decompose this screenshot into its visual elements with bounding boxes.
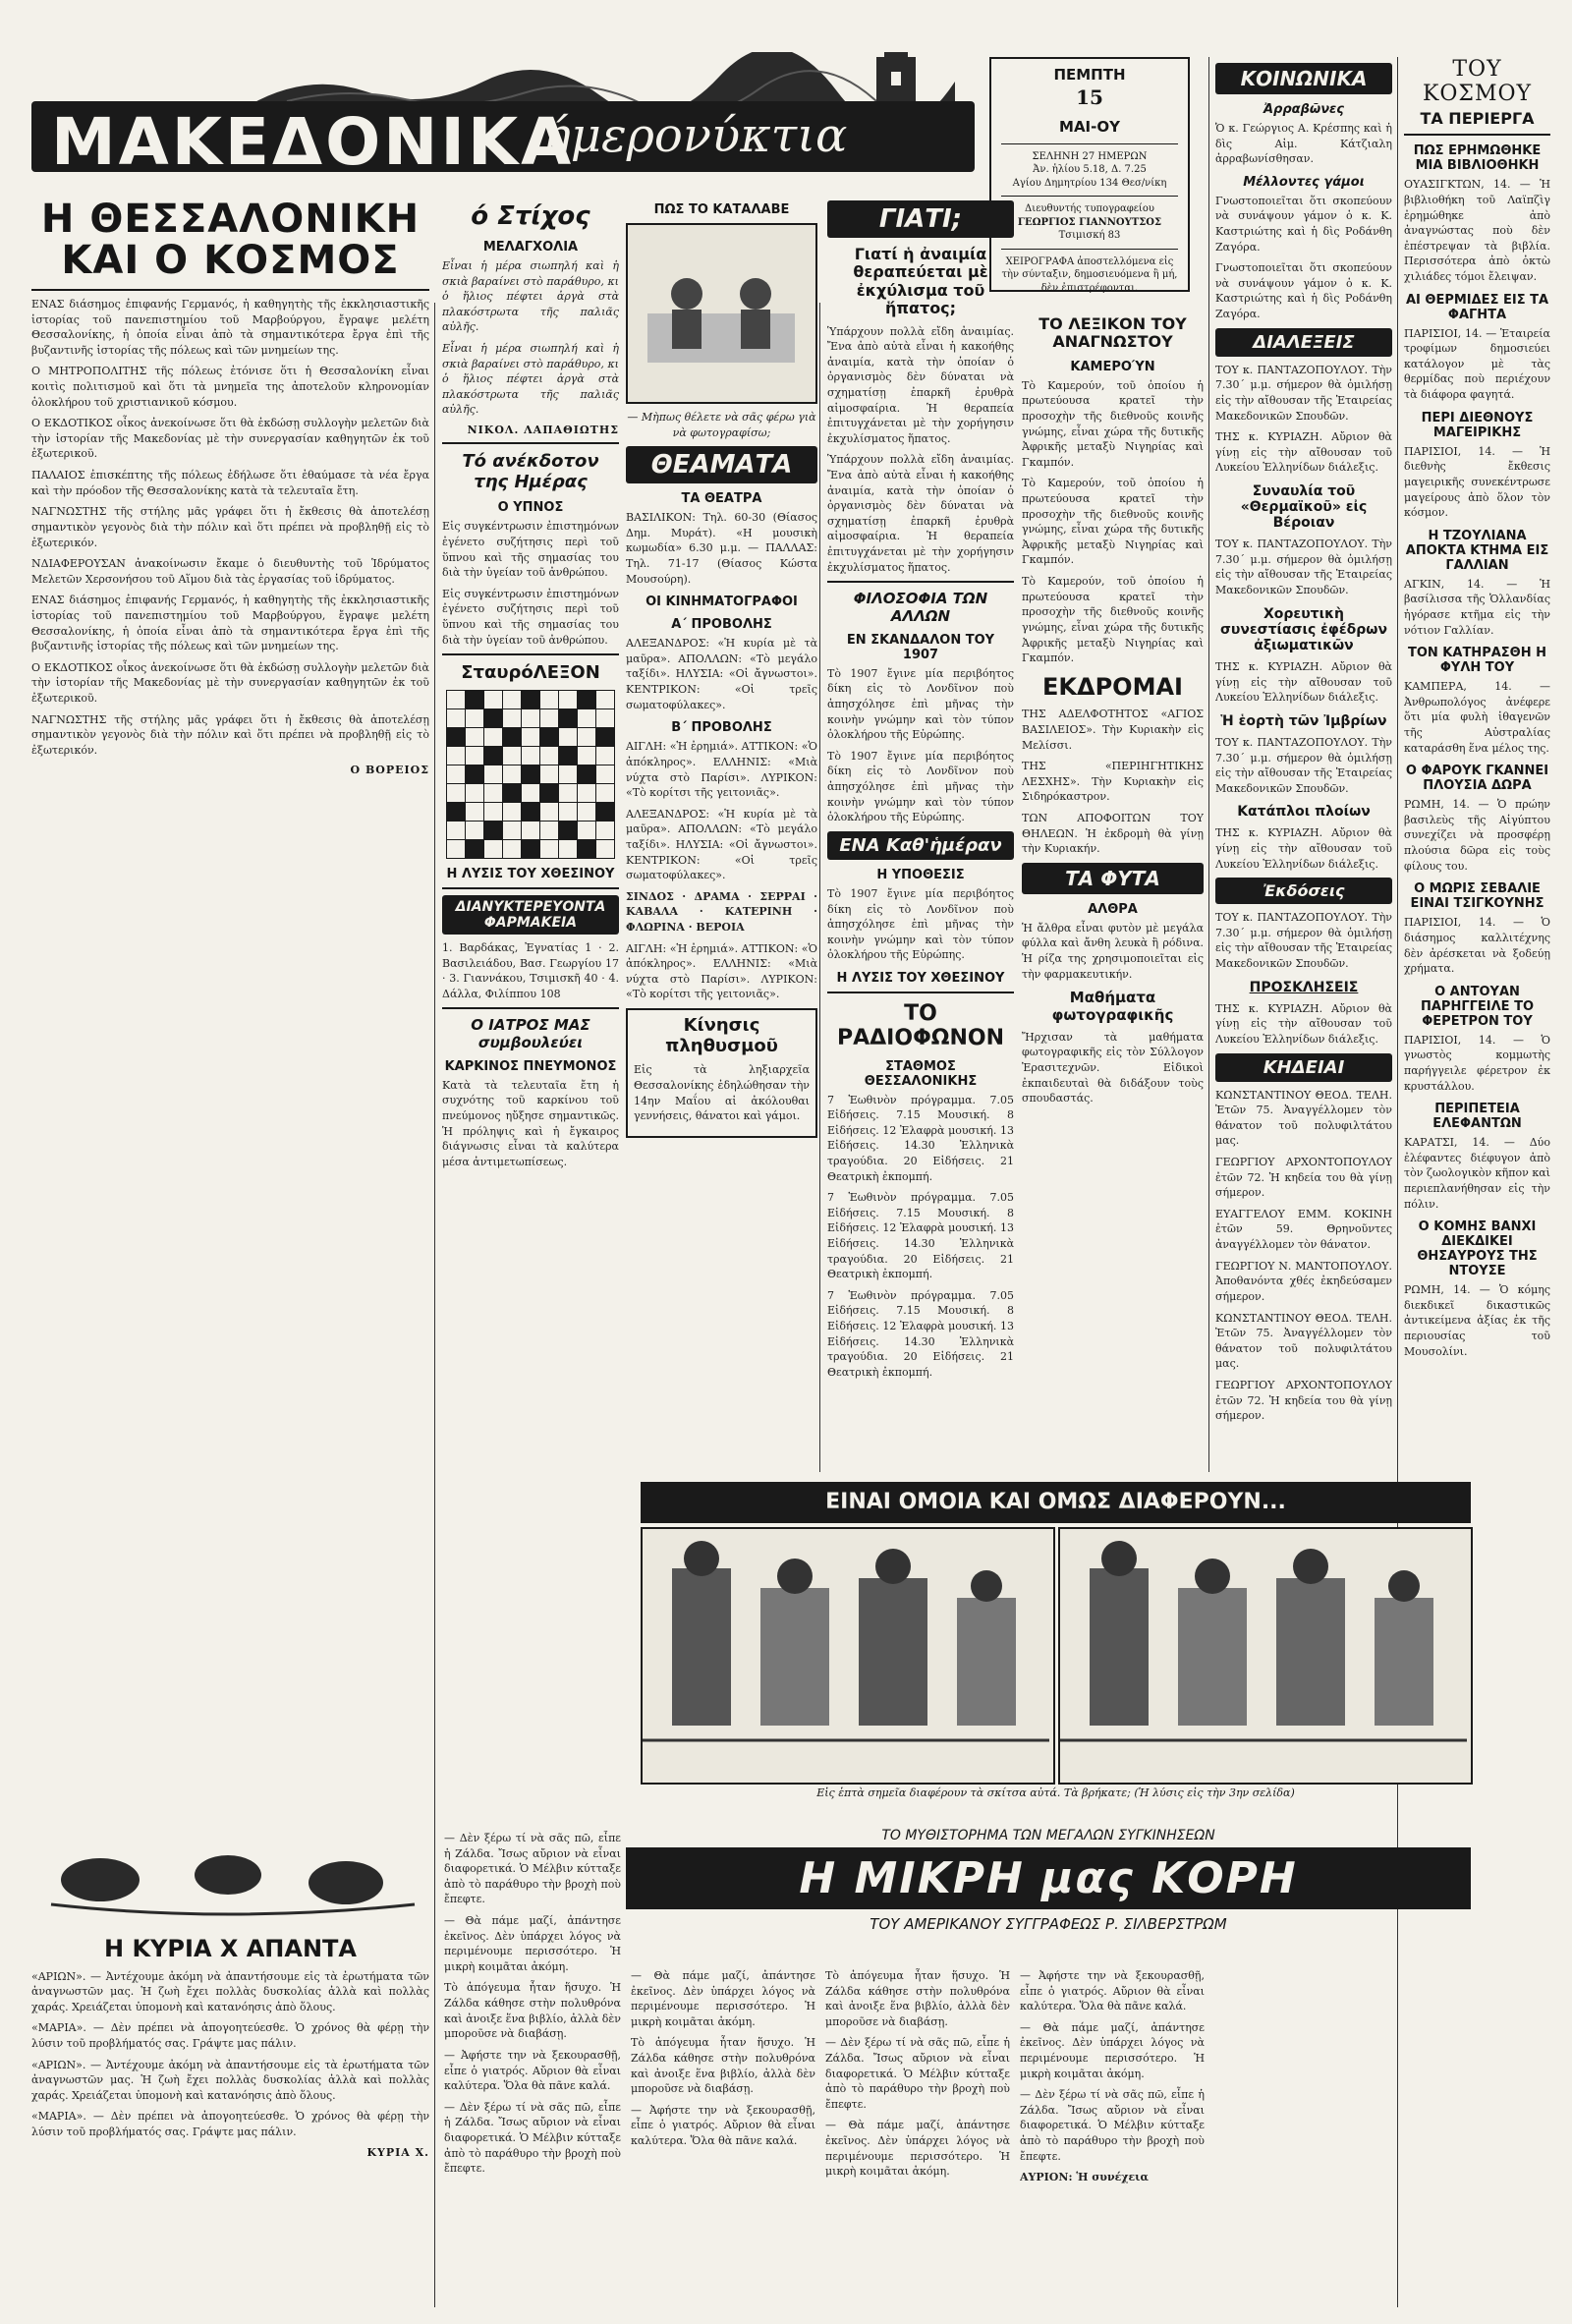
lexicon-title: ΤΟ ΛΕΞΙΚΟΝ ΤΟΥ ΑΝΑΓΝΩΣΤΟΥ xyxy=(1039,314,1187,352)
novel-title: Η ΜΙΚΡΗ μας ΚΟΡΗ xyxy=(626,1847,1471,1909)
cinemas-list-2: ΑΙΓΛΗ: «Ἡ ἐρημιά». ΑΤΤΙΚΟΝ: «Ὁ ἀπόκληρος». ΕΛΛΗΝΙΣ: «Μιὰ νύχτα στὸ Παρίσι». ΛΥΡΙΚΟΝ: «Τὸ κορίτσι τῆς γειτονιᾶς». xyxy=(626,740,817,800)
doctor-text: Κατὰ τὰ τελευταῖα ἔτη ἡ συχνότης τοῦ καρκίνου τοῦ πνεύμονος ηὔξησε σημαντικῶς. Ἡ πρόληψις καὶ ἡ ἔγκαιρος διάγνωσις εἶναι τὰ καλύτερα μέσα ἀντιμετωπίσεως. xyxy=(442,1078,619,1168)
tafyta-text: Ἡ ἄλθρα εἶναι φυτὸν μὲ μεγάλα φύλλα καὶ ἄνθη λευκὰ ἢ ρόδινα. Ἡ ρίζα της χρησιμοποιεῖται εἰς τὴν φαρμακευτικήν. xyxy=(1022,921,1204,981)
gamoi-text: Γνωστοποιεῖται ὅτι σκοπεύουν νὰ συνάψουν γάμον ὁ κ. Κ. Καστριώτης καὶ ἡ δὶς Ροδάνθη Ζαγόρα. xyxy=(1215,194,1392,254)
story-text: ΑΓΚΙΝ, 14. — Ἡ βασίλισσα τῆς Ὁλλανδίας ἠγόρασε κτῆμα εἰς τὴν νότιον Γαλλίαν. xyxy=(1404,577,1550,637)
ekdoseis-title: Ἐκδόσεις xyxy=(1215,878,1392,904)
paragraph: «ΑΡΙΩΝ». — Ἀντέχουμε ἀκόμη νὰ ἀπαντήσουμε εἰς τὰ ἐρωτήματα τῶν ἀναγνωστῶν μας. Ἡ ζωὴ ἔχει πολλὰς δυσκολίας ἀλλὰ καὶ πολλὰς χαράς. Χρειάζεται ὑπομονὴ καὶ κατανόησις ἀπὸ ὅλους. xyxy=(31,2058,429,2102)
cartoon-caption: — Μὴπως θέλετε νὰ σᾶς φέρω γιὰ νὰ φωτογραφίσω; xyxy=(627,411,816,439)
poem-title: ΜΕΛΑΓΧΟΛΙΑ xyxy=(482,239,579,255)
kosmou-subtitle: ΤΑ ΠΕΡΙΕΡΓΑ xyxy=(1420,109,1535,128)
kosmou-title: ΤΟΥ ΚΟΣΜΟΥ xyxy=(1422,57,1533,106)
kideiai-text: ΓΕΩΡΓΙΟΥ Ν. ΜΑΝΤΟΠΟΥΛΟΥ. Ἀποθανόντα χθές ἐκηδεύσαμεν σήμερον. xyxy=(1215,1259,1392,1303)
regions-list: ΣΙΝΔΟΣ · ΔΡΑΜΑ · ΣΕΡΡΑΙ · ΚΑΒΑΛΑ · ΚΑΤΕΡΙΝΗ · ΦΛΩΡΙΝΑ · ΒΕΡΟΙΑ xyxy=(626,889,817,935)
imvrou-head: Ἡ ἑορτὴ τῶν Ἰμβρίων xyxy=(1220,712,1387,729)
movement-text: Εἰς τὰ ληξιαρχεῖα Θεσσαλονίκης ἐδηλώθησαν τὴν 14ην Μαΐου αἱ ἀκόλουθαι γεννήσεις, θάνατοι καὶ γάμοι. xyxy=(634,1063,810,1123)
cartoon-title: ΠΩΣ ΤΟ ΚΑΤΑΛΑΒΕ xyxy=(653,202,790,217)
byline-voreios: Ο ΒΟΡΕΙΟΣ xyxy=(350,764,429,777)
novel-text: Τὸ ἀπόγευμα ἦταν ἥσυχο. Ἡ Ζάλδα κάθησε στὴν πολυθρόνα καὶ ἀνοιξε ἕνα βιβλίο, ἀλλὰ δὲν μποροῦσε νὰ διαβάσῃ. xyxy=(631,2036,815,2096)
novel-text: — Δὲν ξέρω τί νὰ σᾶς πῶ, εἶπε ἡ Ζάλδα. Ἴσως αὔριον νὰ εἶναι διαφορετικά. Ὁ Μέλβιν κύτταξε ἀπὸ τὸ παράθυρο τὴν βροχὴ ποὺ ἔπεφτε. xyxy=(1020,2088,1205,2163)
moon-info: ΣΕΛΗΝΗ 27 ΗΜΕΡΩΝ xyxy=(1032,150,1148,162)
novel-text: Τὸ ἀπόγευμα ἦταν ἥσυχο. Ἡ Ζάλδα κάθησε στὴν πολυθρόνα καὶ ἀνοιξε ἕνα βιβλίο, ἀλλὰ δὲν μποροῦσε νὰ διαβάσῃ. xyxy=(444,1981,621,2041)
dialexeis-text: ΤΗΣ κ. ΚΥΡΙΑΖΗ. Αὔριον θὰ γίνῃ εἰς τὴν αἴθουσαν τοῦ Λυκείου Ἑλληνίδων διάλεξις. xyxy=(1215,430,1392,475)
novel-text: — Θὰ πάμε μαζί, ἀπάντησε ἐκεῖνος. Δὲν ὑπάρχει λόγος νὰ περιμένουμε περισσότερο. Ἡ μικρὴ κοιμᾶται ἀκόμη. xyxy=(444,1914,621,1973)
doctor-title: Ο ΙΑΤΡΟΣ ΜΑΣ συμβουλεύει xyxy=(471,1016,590,1051)
ekdromai-text: ΤΩΝ ΑΠΟΦΟΙΤΩΝ ΤΟΥ ΘΗΛΕΩΝ. Ἡ ἐκδρομὴ θὰ γίνῃ τὴν Κυριακήν. xyxy=(1022,812,1204,856)
compare-caption: Εἰς ἑπτὰ σημεῖα διαφέρουν τὰ σκίτσα αὐτά. Τὰ βρήκατε; (Ἡ λύσις εἰς τὴν 3ην σελίδα) xyxy=(816,1786,1295,1799)
story-text: ΟΥΑΣΙΓΚΤΩΝ, 14. — Ἡ βιβλιοθήκη τοῦ Λαϊπζὶγ ἐρημώθηκε ἀπὸ ἀναγνώστας ποὺ δὲν ἐπέστρεψαν τὰ βιβλία. Περισσότερα ἀπὸ ὀκτὼ χιλιάδες τόμοι ἔλειψαν. xyxy=(1404,178,1550,284)
novel-column-1 xyxy=(444,1831,621,2293)
dialexeis-text: ΤΗΣ κ. ΚΥΡΙΑΖΗ. Αὔριον θὰ γίνῃ εἰς τὴν αἴθουσαν τοῦ Λυκείου Ἑλληνίδων διάλεξις. xyxy=(1215,1001,1392,1046)
paragraph: ΕΝΑΣ διάσημος ἐπιφανής Γερμανός, ἡ καθηγητὴς τῆς ἐκκλησιαστικῆς ἱστορίας τοῦ πανεπιστημίου τοῦ Μαρβούργου, ἔγραψε μελέτη Θεσσαλονίκης, ἡ ὁποία εἶναι ἀπὸ τὰ σημαντικότερα ἔργα ἐπὶ τῆς βυζαντινῆς ἱστορίας τῆς πόλεως καὶ τῶν μνημείων της. xyxy=(31,594,429,653)
dialexeis-text: ΤΟΥ κ. ΠΑΝΤΑΖΟΠΟΥΛΟΥ. Τὴν 7.30΄ μ.μ. σήμερον θὰ ὁμιλήσῃ εἰς τὴν αἴθουσαν τῆς Ἑταιρείας Μακεδονικῶν Σπουδῶν. xyxy=(1215,911,1392,971)
giati-title: ΓΙΑΤΙ; xyxy=(827,200,1014,238)
story-text: ΠΑΡΙΣΙΟΙ, 14. — Ὁ διάσημος καλλιτέχνης δὲν ἀρέσκεται νὰ ξοδεύῃ χρήματα. xyxy=(1404,916,1550,976)
novel-text: — Ἀφήστε την νὰ ξεκουρασθῇ, εἶπε ὁ γιατρός. Αὔριον θὰ εἶναι καλύτερα. Ὅλα θὰ πᾶνε καλά. xyxy=(1020,1969,1205,2013)
movement-title: Κίνησις πληθυσμοῦ xyxy=(665,1015,778,1056)
giati-text: Ὑπάρχουν πολλὰ εἴδη ἀναιμίας. Ἔνα ἀπὸ αὐτὰ εἶναι ἡ κακοήθης ἀναιμία, κατὰ τὴν ὁποίαν ὁ ὀργανισμὸς δὲν δύναται νὰ σχηματίσῃ ἐπαρκῆ ἐρυθρὰ αἱμοσφαίρια. Ἡ θεραπεία ἐπιτυγχάνεται μὲ τὴν χορήγησιν ἐκχυλίσματος ἥπατος. xyxy=(827,324,1014,445)
radio-sub: ΣΤΑΘΜΟΣ ΘΕΣΣΑΛΟΝΙΚΗΣ xyxy=(864,1058,978,1089)
kyria-x-title: Η ΚΥΡΙΑ Χ ΑΠΑΝΤΑ xyxy=(104,1935,357,1962)
paragraph: «ΜΑΡΙΑ». — Δὲν πρέπει νὰ ἀπογοητεύεσθε. Ὁ χρόνος θὰ φέρῃ τὴν λύσιν τοῦ προβλήματός σας. Γράψτε μας πάλιν. xyxy=(31,2021,429,2051)
novel-column-2 xyxy=(631,1968,815,2307)
date-number: 15 xyxy=(1076,85,1103,110)
paragraph: ΠΑΛΑΙΟΣ ἐπισκέπτης τῆς πόλεως ἐδήλωσε ὅτι ἐθαύμασε τὰ νέα ἔργα καὶ τὴν πρόοδον τῆς Θεσσαλονίκης κατὰ τὰ τελευταῖα ἔτη. xyxy=(31,469,429,497)
compare-panel-right xyxy=(1058,1527,1473,1785)
proskliseis-title: ΠΡΟΣΚΛΗΣΕΙΣ xyxy=(1249,979,1359,995)
novel-author: ΤΟΥ ΑΜΕΡΙΚΑΝΟΥ ΣΥΓΓΡΑΦΕΩΣ Ρ. ΣΙΛΒΕΡΣΤΡΩΜ xyxy=(870,1915,1227,1933)
novel-text: — Δὲν ξέρω τί νὰ σᾶς πῶ, εἶπε ἡ Ζάλδα. Ἴσως αὔριον νὰ εἶναι διαφορετικά. Ὁ Μέλβιν κύτταξε ἀπὸ τὸ παράθυρο τὴν βροχὴ ποὺ ἔπεφτε. xyxy=(444,1832,621,1906)
cherubs-illustration xyxy=(31,1836,429,1924)
masthead-subtitle: ήμερονύκτια xyxy=(542,108,848,163)
column-thessaloniki xyxy=(31,195,429,1462)
lexicon-text: Τὸ Καμερούν, τοῦ ὁποίου ἡ πρωτεύουσα κρατεῖ τὴν προσοχὴν τῆς διεθνοῦς κοινῆς γνώμης, εἶναι χώρα τῆς δυτικῆς Ἀφρικῆς μεταξὺ Νιγηρίας καὶ Γκαμπόν. xyxy=(1022,378,1204,469)
manuscript-note: ΧΕΙΡΟΓΡΑΦΑ ἀποστελλόμενα εἰς τὴν σύνταξιν, δημοσιευόμενα ἢ μή, δὲν ἐπιστρέφονται. xyxy=(1001,255,1178,294)
masthead-title: ΜΑΚΕΔΟΝΙΚΑ xyxy=(51,104,575,180)
arravones-head: Ἀρραβῶνες xyxy=(1263,102,1344,117)
novel-column-4 xyxy=(1020,1968,1205,2307)
dialexeis-text: ΤΟΥ κ. ΠΑΝΤΑΖΟΠΟΥΛΟΥ. Τὴν 7.30΄ μ.μ. σήμερον θὰ ὁμιλήσῃ εἰς τὴν αἴθουσαν τῆς Ἑταιρείας Μακεδονικῶν Σπουδῶν. xyxy=(1215,735,1392,795)
column-koinonika xyxy=(1215,57,1392,2307)
column-tou-kosmou xyxy=(1404,57,1550,2307)
headline-thessaloniki: Η ΘΕΣΣΑΛΟΝΙΚΗ ΚΑΙ Ο ΚΟΣΜΟΣ xyxy=(40,197,421,283)
crossword-solution-title: Η ΛΥΣΙΣ ΤΟΥ ΧΘΕΣΙΝΟΥ xyxy=(446,866,615,881)
kathimeran-title: ΕΝΑ Καθ'ἡμέραν xyxy=(827,831,1014,860)
anecdote-text: Εἰς συγκέντρωσιν ἐπιστημόνων ἐγένετο συζήτησις περὶ τοῦ ὕπνου καὶ τῆς σημασίας του διὰ τὴν ὑγείαν τοῦ ἀνθρώπου. xyxy=(442,587,619,647)
novel-text: — Θὰ πάμε μαζί, ἀπάντησε ἐκεῖνος. Δὲν ὑπάρχει λόγος νὰ περιμένουμε περισσότερο. Ἡ μικρὴ κοιμᾶται ἀκόμη. xyxy=(631,1969,815,2028)
poem-text: Εἶναι ἡ μέρα σιωπηλή καὶ ἡ σκιὰ βαραίνει στὸ παράθυρο, κι ὁ ἥλιος πέφτει ἀργὰ στὰ πλακόστρωτα τῆς παλιᾶς αὐλῆς. xyxy=(442,341,619,417)
newspaper-page xyxy=(22,28,1550,2307)
column-lexicon xyxy=(1022,308,1204,1462)
crossword-grid xyxy=(446,690,615,859)
photo-text: Ἤρχισαν τὰ μαθήματα φωτογραφικῆς εἰς τὸν Σύλλογον Ἐρασιτεχνῶν. Εἰδικοὶ ἐκπαιδευταὶ θὰ διδάξουν τοὺς σπουδαστάς. xyxy=(1022,1030,1204,1105)
ekdromai-text: ΤΗΣ «ΠΕΡΙΗΓΗΤΙΚΗΣ ΛΕΣΧΗΣ». Τὴν Κυριακὴν εἰς Σιδηρόκαστρον. xyxy=(1022,760,1204,804)
theatres-sub: ΤΑ ΘΕΑΤΡΑ xyxy=(681,491,762,507)
paragraph: Ο ΕΚΔΟΤΙΚΟΣ οἶκος ἀνεκοίνωσε ὅτι θὰ ἐκδώσῃ συλλογὴν μελετῶν διὰ τὴν ἱστορίαν τῆς Μακεδονίας μὲ τὴν συνεργασίαν καθηγητῶν ἐκ τοῦ ἐξωτερικοῦ. xyxy=(31,660,429,706)
novel-text: Τὸ ἀπόγευμα ἦταν ἥσυχο. Ἡ Ζάλδα κάθησε στὴν πολυθρόνα καὶ ἀνοιξε ἕνα βιβλίο, ἀλλὰ δὲν μποροῦσε νὰ διαβάσῃ. xyxy=(825,1969,1010,2028)
crossword-title: ΣταυρόΛΕΞΟΝ xyxy=(461,662,600,684)
poem-author: ΝΙΚΟΛ. ΛΑΠΑΘΙΩΤΗΣ xyxy=(467,423,619,436)
printer-address: Τσιμισκή 83 xyxy=(1058,230,1121,241)
story-head: Η ΤΖΟΥΛΙΑΝΑ ΑΠΟΚΤΑ ΚΤΗΜΑ ΕΙΣ ΓΑΛΛΙΑΝ xyxy=(1405,528,1549,573)
gamoi-head: Μέλλοντες γάμοι xyxy=(1243,174,1365,190)
anecdote-head: Ο ΥΠΝΟΣ xyxy=(497,500,564,516)
pharmacies-title: ΔΙΑΝΥΚΤΕΡΕΥΟΝΤΑ ΦΑΡΜΑΚΕΙΑ xyxy=(442,895,619,935)
kideiai-text: ΚΩΝΣΤΑΝΤΙΝΟΥ ΘΕΟΔ. ΤΕΛΗ. Ἐτῶν 75. Ἀναγγέλλομεν τὸν θάνατον τοῦ πολυφιλτάτου μας. xyxy=(1215,1088,1392,1148)
choreftiki-head: Χορευτικὴ συνεστίασις ἐφέδρων ἀξιωματικῶν xyxy=(1219,605,1387,653)
novel-continued: ΑΥΡΙΟΝ: Ἡ συνέχεια xyxy=(1020,2171,1149,2184)
kideiai-text: ΚΩΝΣΤΑΝΤΙΝΟΥ ΘΕΟΔ. ΤΕΛΗ. Ἐτῶν 75. Ἀναγγέλλομεν τὸν θάνατον τοῦ πολυφιλτάτου μας. xyxy=(1215,1311,1392,1371)
column-kyria-x xyxy=(31,1836,429,2307)
radio-text: 7 Ἑωθινὸν πρόγραμμα. 7.05 Εἰδήσεις. 7.15 Μουσική. 8 Εἰδήσεις. 12 Ἐλαφρὰ μουσική. 13 Εἰδήσεις. 14.30 Ἑλληνικὰ τραγούδια. 20 Εἰδήσεις. 21 Θεατρικὴ ἐκπομπή. xyxy=(827,1191,1014,1281)
story-head: ΑΙ ΘΕΡΜΙΔΕΣ ΕΙΣ ΤΑ ΦΑΓΗΤΑ xyxy=(1405,292,1549,322)
printer-name: ΓΕΩΡΓΙΟΣ ΓΙΑΝΝΟΥΤΣΟΣ xyxy=(1017,216,1162,228)
story-text: ΡΩΜΗ, 14. — Ὁ πρώην βασιλεὺς τῆς Αἰγύπτου συνεχίζει νὰ προσφέρῃ πλούσια δῶρα εἰς τοὺς φίλους του. xyxy=(1404,798,1550,873)
story-head: ΠΩΣ ΕΡΗΜΩΘΗΚΕ ΜΙΑ ΒΙΒΛΙΟΘΗΚΗ xyxy=(1413,143,1542,174)
cinemas-list: ΑΛΕΞΑΝΔΡΟΣ: «Ἡ κυρία μὲ τὰ μαῦρα». ΑΠΟΛΛΩΝ: «Τὸ μεγάλο ταξίδι». ΗΛΥΣΙΑ: «Οἱ ἄγνωστοι». ΚΕΝΤΡΙΚΟΝ: «Οἱ τρεῖς σωματοφύλακες». xyxy=(626,637,817,711)
sun-info: Ἀν. ἡλίου 5.18, Δ. 7.25 xyxy=(1033,164,1147,175)
theatres-list: ΒΑΣΙΛΙΚΟΝ: Τηλ. 60-30 (Θίασος Δημ. Μυράτ). «Η μουσικὴ κωμωδία» 6.30 μ.μ. — ΠΑΛΛΑΣ: Τηλ. 71-17 (Θίασος Κώστα Μουσούρη). xyxy=(626,511,817,586)
story-head: ΠΕΡΙ ΔΙΕΘΝΟΥΣ ΜΑΓΕΙΡΙΚΗΣ xyxy=(1421,410,1534,440)
gamoi-text: Γνωστοποιεῖται ὅτι σκοπεύουν νὰ συνάψουν γάμον ὁ κ. Κ. Καστριώτης καὶ ἡ δὶς Ροδάνθη Ζαγόρα. xyxy=(1215,261,1392,321)
dialexeis-text: ΤΗΣ κ. ΚΥΡΙΑΖΗ. Αὔριον θὰ γίνῃ εἰς τὴν αἴθουσαν τοῦ Λυκείου Ἑλληνίδων διάλεξις. xyxy=(1215,659,1392,705)
radio-text: 7 Ἑωθινὸν πρόγραμμα. 7.05 Εἰδήσεις. 7.15 Μουσική. 8 Εἰδήσεις. 12 Ἐλαφρὰ μουσική. 13 Εἰδήσεις. 14.30 Ἑλληνικὰ τραγούδια. 20 Εἰδήσεις. 21 Θεατρικὴ ἐκπομπή. xyxy=(827,1093,1014,1183)
movement-box xyxy=(626,1008,817,1138)
novel-text: — Ἀφήστε την νὰ ξεκουρασθῇ, εἶπε ὁ γιατρός. Αὔριον θὰ εἶναι καλύτερα. Ὅλα θὰ πᾶνε καλά. xyxy=(444,2048,621,2093)
weekday: ΠΕΜΠΤΗ xyxy=(1053,66,1126,84)
compare-title: ΕΙΝΑΙ ΟΜΟΙΑ ΚΑΙ ΟΜΩΣ ΔΙΑΦΕΡΟΥΝ... xyxy=(641,1482,1471,1523)
cinemas-title: ΟΙ ΚΙΝΗΜΑΤΟΓΡΑΦΟΙ xyxy=(646,595,798,610)
masthead xyxy=(31,47,980,180)
paragraph: «ΜΑΡΙΑ». — Δὲν πρέπει νὰ ἀπογοητεύεσθε. Ὁ χρόνος θὰ φέρῃ τὴν λύσιν τοῦ προβλήματός σας. Γράψτε μας πάλιν. xyxy=(31,2110,429,2139)
paragraph: ΕΝΑΣ διάσημος ἐπιφανής Γερμανός, ἡ καθηγητὴς τῆς ἐκκλησιαστικῆς ἱστορίας τοῦ πανεπιστημίου τοῦ Μαρβούργου, ἔγραψε μελέτη Θεσσαλονίκης, ἡ ὁποία εἶναι ἀπὸ τὰ σημαντικότερα ἔργα ἐπὶ τῆς βυζαντινῆς ἱστορίας τῆς πόλεως καὶ τῶν μνημείων της. xyxy=(31,298,429,357)
solution-title: Η ΛΥΣΙΣ ΤΟΥ ΧΘΕΣΙΝΟΥ xyxy=(836,970,1005,986)
novel-text: — Θὰ πάμε μαζί, ἀπάντησε ἐκεῖνος. Δὲν ὑπάρχει λόγος νὰ περιμένουμε περισσότερο. Ἡ μικρὴ κοιμᾶται ἀκόμη. xyxy=(1020,2020,1205,2080)
doctor-head: ΚΑΡΚΙΝΟΣ ΠΝΕΥΜΟΝΟΣ xyxy=(444,1058,617,1074)
giati-text: Ὑπάρχουν πολλὰ εἴδη ἀναιμίας. Ἔνα ἀπὸ αὐτὰ εἶναι ἡ κακοήθης ἀναιμία, κατὰ τὴν ὁποίαν ὁ ὀργανισμὸς δὲν δύναται νὰ σχηματίσῃ ἐπαρκῆ ἐρυθρὰ αἱμοσφαίρια. Ἡ θεραπεία ἐπιτυγχάνεται μὲ τὴν χορήγησιν ἐκχυλίσματος ἥπατος. xyxy=(827,453,1014,574)
paragraph: «ΑΡΙΩΝ». — Ἀντέχουμε ἀκόμη νὰ ἀπαντήσουμε εἰς τὰ ἐρωτήματα τῶν ἀναγνωστῶν μας. Ἡ ζωὴ ἔχει πολλὰς δυσκολίας ἀλλὰ καὶ πολλὰς χαράς. Χρειάζεται ὑπομονὴ καὶ κατανόησις ἀπὸ ὅλους. xyxy=(31,1969,429,2013)
poem-text: Εἶναι ἡ μέρα σιωπηλή καὶ ἡ σκιὰ βαραίνει στὸ παράθυρο, κι ὁ ἥλιος πέφτει ἀργὰ στὰ πλακόστρωτα τῆς παλιᾶς αὐλῆς. xyxy=(442,258,619,334)
story-head: Ο ΑΝΤΟΥΑΝ ΠΑΡΗΓΓΕΙΛΕ ΤΟ ΦΕΡΕΤΡΟΝ ΤΟΥ xyxy=(1420,984,1535,1029)
dialexeis-title: ΔΙΑΛΕΞΕΙΣ xyxy=(1215,328,1392,357)
radio-title: ΤΟ ΡΑΔΙΟΦΩΝΟΝ xyxy=(837,1000,1004,1051)
ekdromai-text: ΤΗΣ ΑΔΕΛΦΟΤΗΤΟΣ «ΑΓΙΟΣ ΒΑΣΙΛΕΙΟΣ». Τὴν Κυριακὴν εἰς Μελίσσι. xyxy=(1022,708,1204,752)
cinemas-sub1: Α΄ ΠΡΟΒΟΛΗΣ xyxy=(671,617,772,633)
novel-text: — Ἀφήστε την νὰ ξεκουρασθῇ, εἶπε ὁ γιατρός. Αὔριον θὰ εἶναι καλύτερα. Ὅλα θὰ πᾶνε καλά. xyxy=(631,2103,815,2148)
column-giati xyxy=(827,195,1014,1462)
compare-panel-left xyxy=(641,1527,1055,1785)
giati-head: Γιατί ἡ ἀναιμία θεραπεύεται μὲ ἐκχύλισμα τοῦ ἥπατος; xyxy=(853,245,988,318)
lexicon-head: ΚΑΜΕΡΟΎΝ xyxy=(1070,359,1155,374)
photo-head: Μαθήματα φωτογραφικῆς xyxy=(1051,989,1174,1024)
month: ΜΑΙ-ΟΥ xyxy=(1059,118,1120,137)
katalogos-head: Κατάπλοι πλοίων xyxy=(1237,804,1371,821)
dialexeis-text: ΤΟΥ κ. ΠΑΝΤΑΖΟΠΟΥΛΟΥ. Τὴν 7.30΄ μ.μ. σήμερον θὰ ὁμιλήσῃ εἰς τὴν αἴθουσαν τῆς Ἑταιρείας Μακεδονικῶν Σπουδῶν. xyxy=(1215,363,1392,423)
synaulia-head: Συναυλία τοῦ «Θερμαϊκοῦ» εἰς Βέροιαν xyxy=(1240,482,1368,532)
philo-text: Τὸ 1907 ἔγινε μία περιβόητος δίκη εἰς τὸ Λονδῖνον ποὺ ἀπησχόλησε ἐπὶ μῆνας τὴν κοινὴν γνώμην καὶ τὸν τύπον ὁλοκλήρου τῆς Εὐρώπης. xyxy=(827,666,1014,742)
philo-text: Τὸ 1907 ἔγινε μία περιβόητος δίκη εἰς τὸ Λονδῖνον ποὺ ἀπησχόλησε ἐπὶ μῆνας τὴν κοινὴν γνώμην καὶ τὸν τύπον ὁλοκλήρου τῆς Εὐρώπης. xyxy=(827,749,1014,824)
paragraph: ΝΑΓΝΩΣΤΗΣ τῆς στήλης μᾶς γράφει ὅτι ἡ ἔκθεσις θὰ ἀποτελέσῃ σημαντικὸν γεγονὸς διὰ τὴν πόλιν καὶ ὅτι πρέπει νὰ προβληθῇ εἰς τὸ ἐξωτερικόν. xyxy=(31,505,429,549)
paragraph: ΝΑΓΝΩΣΤΗΣ τῆς στήλης μᾶς γράφει ὅτι ἡ ἔκθεσις θὰ ἀποτελέσῃ σημαντικὸν γεγονὸς διὰ τὴν πόλιν καὶ ὅτι πρέπει νὰ προβληθῇ εἰς τὸ ἐξωτερικόν. xyxy=(31,712,429,757)
story-head: ΤΟΝ ΚΑΤΗΡΑΣΘΗ Η ΦΥΛΗ ΤΟΥ xyxy=(1407,646,1546,676)
story-text: ΠΑΡΙΣΙΟΙ, 14. — Ὁ γνωστὸς κομμωτὴς παρήγγειλε φέρετρον ἐκ κρυστάλλου. xyxy=(1404,1033,1550,1093)
dialexeis-text: ΤΟΥ κ. ΠΑΝΤΑΖΟΠΟΥΛΟΥ. Τὴν 7.30΄ μ.μ. σήμερον θὰ ὁμιλήσῃ εἰς τὴν αἴθουσαν τῆς Ἑταιρείας Μακεδονικῶν Σπουδῶν. xyxy=(1215,538,1392,597)
story-text: ΚΑΜΠΕΡΑ, 14. — Ἀνθρωπολόγος ἀνέφερε ὅτι μία φυλὴ ἰθαγενῶν τῆς Αὐστραλίας καταράσθη ἕνα μέλος της. xyxy=(1404,680,1550,755)
story-head: Ο ΜΩΡΙΣ ΣΕΒΑΛΙΕ ΕΙΝΑΙ ΤΣΙΓΚΟΥΝΗΣ xyxy=(1410,881,1544,912)
koinonika-title: ΚΟΙΝΩΝΙΚΑ xyxy=(1215,63,1392,94)
novel-text: — Θὰ πάμε μαζί, ἀπάντησε ἐκεῖνος. Δὲν ὑπάρχει λόγος νὰ περιμένουμε περισσότερο. Ἡ μικρὴ κοιμᾶται ἀκόμη. xyxy=(825,2119,1010,2179)
anecdote-title: Τό ανέκδοτον της Ημέρας xyxy=(462,450,599,492)
kideiai-text: ΓΕΩΡΓΙΟΥ ΑΡΧΟΝΤΟΠΟΥΛΟΥ ἐτῶν 72. Ἡ κηδεία του θὰ γίνῃ σήμερον. xyxy=(1215,1156,1392,1200)
kideiai-text: ΓΕΩΡΓΙΟΥ ΑΡΧΟΝΤΟΠΟΥΛΟΥ ἐτῶν 72. Ἡ κηδεία του θὰ γίνῃ σήμερον. xyxy=(1215,1378,1392,1423)
cinemas-sub2: Β΄ ΠΡΟΒΟΛΗΣ xyxy=(671,720,772,736)
anecdote-text: Εἰς συγκέντρωσιν ἐπιστημόνων ἐγένετο συζήτησις περὶ τοῦ ὕπνου καὶ τῆς σημασίας του διὰ τὴν ὑγείαν τοῦ ἀνθρώπου. xyxy=(442,520,619,580)
kideiai-title: ΚΗΔΕΙΑΙ xyxy=(1215,1053,1392,1082)
date-box xyxy=(989,57,1190,292)
story-text: ΠΑΡΙΣΙΟΙ, 14. — Ἡ διεθνὴς ἔκθεσις μαγειρικῆς συνεκέντρωσε μαγείρους ἀπὸ ὅλον τὸν κόσμον. xyxy=(1404,444,1550,520)
dialexeis-text: ΤΗΣ κ. ΚΥΡΙΑΖΗ. Αὔριον θὰ γίνῃ εἰς τὴν αἴθουσαν τοῦ Λυκείου Ἑλληνίδων διάλεξις. xyxy=(1215,826,1392,871)
hypothesis-title: Η ΥΠΟΘΕΣΙΣ xyxy=(876,867,965,882)
philo-title: ΦΙΛΟΣΟΦΙΑ ΤΩΝ ΑΛΛΩΝ xyxy=(853,590,988,625)
novel-header xyxy=(626,1828,1471,1960)
story-head: Ο ΚΟΜΗΣ ΒΑΝΧΙ ΔΙΕΚΔΙΚΕΙ ΘΗΣΑΥΡΟΥΣ ΤΗΣ ΝΤΟΥΣΕ xyxy=(1417,1219,1538,1279)
radio-text: 7 Ἑωθινὸν πρόγραμμα. 7.05 Εἰδήσεις. 7.15 Μουσική. 8 Εἰδήσεις. 12 Ἐλαφρὰ μουσική. 13 Εἰδήσεις. 14.30 Ἑλληνικὰ τραγούδια. 20 Εἰδήσεις. 21 Θεατρικὴ ἐκπομπή. xyxy=(827,1288,1014,1379)
tafyta-title: ΤΑ ΦΥΤΑ xyxy=(1022,863,1204,894)
theamata-title: ΘΕΑΜΑΤΑ xyxy=(626,446,817,483)
address: Αγίου Δημητρίου 134 Θεσ/νίκη xyxy=(1012,177,1167,189)
pharmacies-list: 1. Βαρδάκας, Ἐγνατίας 1 · 2. Βασιλειάδου, Βασ. Γεωργίου 17 · 3. Γιαννάκου, Τσιμισκῆ 40 · 4. Δάλλα, Φιλίππου 108 xyxy=(442,940,619,1000)
lexicon-text: Τὸ Καμερούν, τοῦ ὁποίου ἡ πρωτεύουσα κρατεῖ τὴν προσοχὴν τῆς διεθνοῦς κοινῆς γνώμης, εἶναι χώρα τῆς δυτικῆς Ἀφρικῆς μεταξὺ Νιγηρίας καὶ Γκαμπόν. xyxy=(1022,575,1204,665)
ekdromai-title: ΕΚΔΡΟΜΑΙ xyxy=(1042,672,1183,701)
cartoon-illustration xyxy=(626,223,817,404)
story-text: ΡΩΜΗ, 14. — Ὁ κόμης διεκδικεῖ δικαστικῶς ἀντικείμενα ἀξίας ἐκ τῆς περιουσίας τοῦ Μουσολίνι. xyxy=(1404,1283,1550,1358)
novel-text: — Δὲν ξέρω τί νὰ σᾶς πῶ, εἶπε ἡ Ζάλδα. Ἴσως αὔριον νὰ εἶναι διαφορετικά. Ὁ Μέλβιν κύτταξε ἀπὸ τὸ παράθυρο τὴν βροχὴ ποὺ ἔπεφτε. xyxy=(825,2036,1010,2111)
novel-column-3 xyxy=(825,1968,1010,2307)
byline-kyria-x: ΚΥΡΙΑ Χ. xyxy=(366,2145,429,2159)
lexicon-text: Τὸ Καμερούν, τοῦ ὁποίου ἡ πρωτεύουσα κρατεῖ τὴν προσοχὴν τῆς διεθνοῦς κοινῆς γνώμης, εἶναι χώρα τῆς δυτικῆς Ἀφρικῆς μεταξὺ Νιγηρίας καὶ Γκαμπόν. xyxy=(1022,477,1204,567)
cinemas-list: ΑΛΕΞΑΝΔΡΟΣ: «Ἡ κυρία μὲ τὰ μαῦρα». ΑΠΟΛΛΩΝ: «Τὸ μεγάλο ταξίδι». ΗΛΥΣΙΑ: «Οἱ ἄγνωστοι». ΚΕΝΤΡΙΚΟΝ: «Οἱ τρεῖς σωματοφύλακες». xyxy=(626,807,817,882)
stichos-title: ό Στίχος xyxy=(471,201,590,231)
tafyta-head: ΑΛΘΡΑ xyxy=(1088,901,1138,917)
kideiai-text: ΕΥΑΓΓΕΛΟΥ ΕΜΜ. ΚΟΚΙΝΗ ἐτῶν 59. Θρηνοῦντες ἀναγγέλλομεν τὸν θάνατον. xyxy=(1215,1207,1392,1252)
printer-label: Διευθυντής τυπογραφείου xyxy=(1025,203,1154,214)
paragraph: Ο ΕΚΔΟΤΙΚΟΣ οἶκος ἀνεκοίνωσε ὅτι θὰ ἐκδώσῃ συλλογὴν μελετῶν διὰ τὴν ἱστορίαν τῆς Μακεδονίας μὲ τὴν συνεργασίαν καθηγητῶν ἐκ τοῦ ἐξωτερικοῦ. xyxy=(31,417,429,461)
paragraph: Ο ΜΗΤΡΟΠΟΛΙΤΗΣ τῆς πόλεως ἐτόνισε ὅτι ἡ Θεσσαλονίκη εἶναι κοιτὶς πολιτισμοῦ καὶ ὅτι τὰ μνημεῖα της ἀποτελοῦν κληρονομίαν ὁλοκλήρου τοῦ χριστιανικοῦ κόσμου. xyxy=(31,365,429,409)
philo-text: Τὸ 1907 ἔγινε μία περιβόητος δίκη εἰς τὸ Λονδῖνον ποὺ ἀπησχόλησε ἐπὶ μῆνας τὴν κοινὴν γνώμην καὶ τὸν τύπον ὁλοκλήρου τῆς Εὐρώπης. xyxy=(827,886,1014,962)
cinemas-list-2: ΑΙΓΛΗ: «Ἡ ἐρημιά». ΑΤΤΙΚΟΝ: «Ὁ ἀπόκληρος». ΕΛΛΗΝΙΣ: «Μιὰ νύχτα στὸ Παρίσι». ΛΥΡΙΚΟΝ: «Τὸ κορίτσι τῆς γειτονιᾶς». xyxy=(626,941,817,1001)
novel-text: — Δὲν ξέρω τί νὰ σᾶς πῶ, εἶπε ἡ Ζάλδα. Ἴσως αὔριον νὰ εἶναι διαφορετικά. Ὁ Μέλβιν κύτταξε ἀπὸ τὸ παράθυρο τὴν βροχὴ ποὺ ἔπεφτε. xyxy=(444,2100,621,2176)
column-theamata xyxy=(626,195,817,1462)
column-stichos xyxy=(442,195,619,1767)
story-head: Ο ΦΑΡΟΥΚ ΓΚΑΝΝΕΙ ΠΛΟΥΣΙΑ ΔΩΡΑ xyxy=(1405,764,1549,794)
arravones-text: Ὁ κ. Γεώργιος Α. Κρέσπης καὶ ἡ δὶς Αἰμ. Κάτζιαλη ἀρραβωνίσθησαν. xyxy=(1215,122,1392,166)
novel-kicker: ΤΟ ΜΥΘΙΣΤΟΡΗΜΑ ΤΩΝ ΜΕΓΑΛΩΝ ΣΥΓΚΙΝΗΣΕΩΝ xyxy=(881,1828,1215,1843)
story-text: ΠΑΡΙΣΙΟΙ, 14. — Ἑταιρεία τροφίμων δημοσιεύει κατάλογον μὲ τὰς θερμίδας ποὺ περιέχουν τὰ διάφορα φαγητά. xyxy=(1404,326,1550,402)
story-head: ΠΕΡΙΠΕΤΕΙΑ ΕΛΕΦΑΝΤΩΝ xyxy=(1432,1102,1522,1132)
paragraph: ΝΔΙΑΦΕΡΟΥΣΑΝ ἀνακοίνωσιν ἔκαμε ὁ διευθυντὴς τοῦ Ἱδρύματος Μελετῶν Χερσονήσου τοῦ Αἵμου διὰ τὰς ἐργασίας τοῦ ἱδρύματος. xyxy=(31,557,429,586)
story-text: ΚΑΡΑΤΣΙ, 14. — Δύο ἐλέφαντες διέφυγον ἀπὸ τὸν ζωολογικὸν κῆπον καὶ περιεπλανήθησαν εἰς τὴν πόλιν. xyxy=(1404,1136,1550,1211)
philo-head: ΕΝ ΣΚΑΝΔΑΛΟΝ ΤΟΥ 1907 xyxy=(846,632,995,662)
